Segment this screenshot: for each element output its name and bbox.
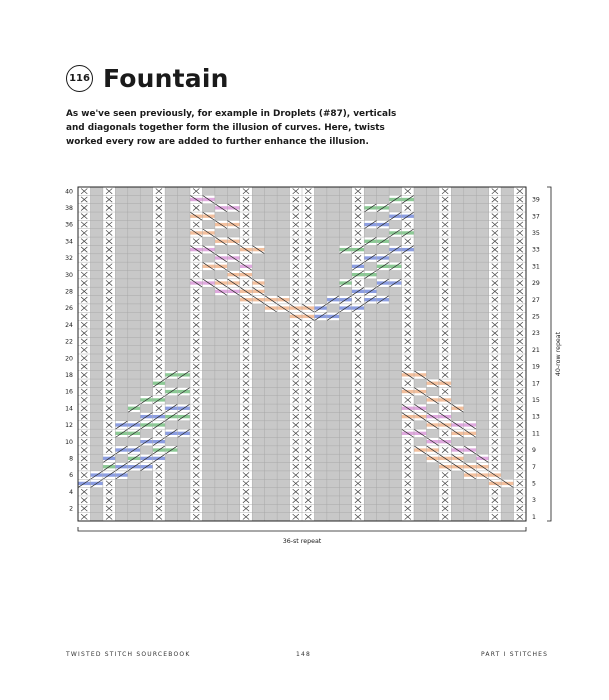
row-number-right: 11 <box>532 430 540 438</box>
row-number-left: 14 <box>65 405 73 413</box>
page-title: Fountain <box>103 64 229 93</box>
row-number-left: 30 <box>65 271 73 279</box>
row-number-right: 21 <box>532 346 540 354</box>
row-number-right: 15 <box>532 397 540 405</box>
row-number-left: 2 <box>69 505 73 513</box>
row-repeat-label: 40-row repeat <box>555 331 562 377</box>
row-number-left: 40 <box>65 188 73 196</box>
row-number-right: 13 <box>532 413 540 421</box>
row-number-left: 18 <box>65 371 73 379</box>
stitch-repeat-bracket <box>78 527 526 531</box>
row-number-right: 7 <box>532 463 536 471</box>
row-repeat-bracket <box>547 187 551 521</box>
stitch-repeat-label: 36-st repeat <box>282 538 322 545</box>
row-number-left: 38 <box>65 204 73 212</box>
row-number-right: 31 <box>532 263 540 271</box>
row-number-left: 20 <box>65 355 73 363</box>
footer-page-number: 148 <box>296 651 312 658</box>
row-number-left: 24 <box>65 321 73 329</box>
intro-line: and diagonals together form the illusion of curves. Here, twists <box>66 123 385 133</box>
row-number-left: 28 <box>65 288 73 296</box>
row-number-right: 5 <box>532 480 536 488</box>
row-number-right: 19 <box>532 363 540 371</box>
row-number-left: 6 <box>69 472 73 480</box>
row-number-right: 29 <box>532 280 540 288</box>
stitch-number-badge: 116 <box>66 65 93 92</box>
row-number-right: 33 <box>532 246 540 254</box>
row-number-left: 10 <box>65 438 73 446</box>
row-number-right: 27 <box>532 296 540 304</box>
intro-line: As we've seen previously, for example in Droplets (#87), verticals <box>66 109 397 119</box>
intro-line: worked every row are added to further enhance the illusion. <box>66 137 369 147</box>
chart-grid <box>78 187 526 521</box>
row-number-right: 35 <box>532 230 540 238</box>
row-number-left: 4 <box>69 488 73 496</box>
row-number-right: 3 <box>532 497 536 505</box>
row-number-right: 1 <box>532 513 536 521</box>
row-number-left: 32 <box>65 255 73 263</box>
footer-section: PART I STITCHES <box>481 651 549 658</box>
row-number-left: 22 <box>65 338 73 346</box>
row-number-left: 12 <box>65 422 73 430</box>
row-number-right: 39 <box>532 196 540 204</box>
row-number-left: 34 <box>65 238 73 246</box>
row-number-right: 9 <box>532 447 536 455</box>
row-number-right: 37 <box>532 213 540 221</box>
row-number-left: 16 <box>65 388 73 396</box>
row-number-right: 17 <box>532 380 540 388</box>
row-number-right: 25 <box>532 313 540 321</box>
footer-book-title: TWISTED STITCH SOURCEBOOK <box>66 651 191 658</box>
row-number-left: 8 <box>69 455 73 463</box>
row-number-right: 23 <box>532 330 540 338</box>
row-number-left: 36 <box>65 221 73 229</box>
row-number-left: 26 <box>65 305 73 313</box>
